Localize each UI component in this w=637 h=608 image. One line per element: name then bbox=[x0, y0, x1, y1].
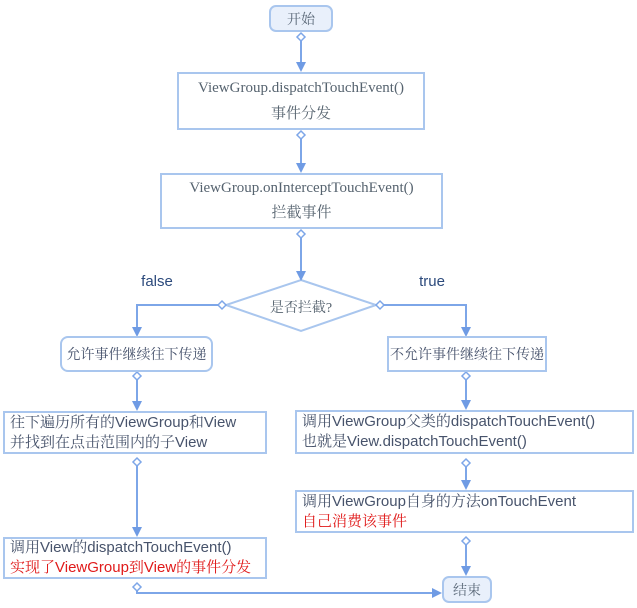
joint-intercept-bottom bbox=[297, 230, 305, 238]
connector-viewdispatch-to-end bbox=[137, 587, 433, 593]
arrowhead-into-decision bbox=[296, 271, 306, 281]
allow-pass-down-label: 允许事件继续往下传递 bbox=[66, 348, 207, 363]
ontouch-consume-red-text: 自己消费该事件 bbox=[302, 512, 408, 530]
joint-traverse-bottom bbox=[133, 458, 141, 466]
parent-dispatch-node bbox=[295, 410, 634, 454]
joint-decision-right bbox=[376, 301, 384, 309]
end-label: 结束 bbox=[453, 583, 481, 599]
joint-parent-bottom bbox=[462, 459, 470, 467]
intercept-code-text: ViewGroup.onInterceptTouchEvent() bbox=[189, 180, 414, 196]
decision-label: 是否拦截? bbox=[269, 301, 333, 316]
end-node bbox=[442, 576, 492, 603]
connector-decision-to-allow bbox=[137, 305, 218, 328]
joint-start-bottom bbox=[297, 33, 305, 41]
joint-viewdispatch-bottom bbox=[133, 583, 141, 591]
parent-dispatch-line2: 也就是View.dispatchTouchEvent() bbox=[302, 433, 527, 450]
ontouch-consume-node bbox=[295, 490, 634, 533]
joint-disallow-bottom bbox=[462, 372, 470, 380]
arrowhead-into-end-left bbox=[432, 588, 442, 598]
traverse-views-node bbox=[3, 411, 267, 454]
joint-allow-bottom bbox=[133, 372, 141, 380]
traverse-line2: 并找到在点击范围内的子View bbox=[10, 433, 208, 451]
arrowhead-into-end-top bbox=[461, 566, 471, 576]
arrowhead-into-viewdispatch bbox=[132, 527, 142, 537]
disallow-pass-down-label: 不允许事件继续往下传递 bbox=[390, 348, 544, 363]
joint-decision-left bbox=[218, 301, 226, 309]
arrowhead-into-intercept bbox=[296, 163, 306, 173]
start-label: 开始 bbox=[287, 12, 315, 28]
intercept-touch-event-node bbox=[160, 173, 443, 229]
connector-decision-to-disallow bbox=[384, 305, 466, 328]
allow-pass-down-node bbox=[60, 336, 213, 372]
joint-ontouch-bottom bbox=[462, 537, 470, 545]
arrowhead-into-traverse bbox=[132, 401, 142, 411]
view-dispatch-line1: 调用View的dispatchTouchEvent() bbox=[10, 539, 232, 556]
arrowhead-into-dispatch bbox=[296, 62, 306, 72]
edge-label-true: true bbox=[419, 273, 445, 290]
arrowhead-into-parent bbox=[461, 400, 471, 410]
start-node bbox=[269, 5, 333, 32]
edge-label-false: false bbox=[141, 273, 173, 290]
view-dispatch-red-text: 实现了ViewGroup到View的事件分发 bbox=[10, 559, 252, 576]
dispatch-code-text: ViewGroup.dispatchTouchEvent() bbox=[198, 79, 404, 96]
ontouch-line1: 调用ViewGroup自身的方法onTouchEvent bbox=[302, 492, 576, 510]
dispatch-caption-text: 事件分发 bbox=[270, 105, 331, 122]
parent-dispatch-line1: 调用ViewGroup父类的dispatchTouchEvent() bbox=[302, 413, 596, 430]
intercept-caption-text: 拦截事件 bbox=[271, 205, 332, 221]
joint-dispatch-bottom bbox=[297, 131, 305, 139]
arrowhead-into-ontouch bbox=[461, 480, 471, 490]
traverse-line1: 往下遍历所有的ViewGroup和View bbox=[10, 413, 237, 431]
disallow-pass-down-node bbox=[387, 336, 547, 372]
view-dispatch-node bbox=[3, 537, 267, 579]
dispatch-touch-event-node bbox=[177, 72, 425, 130]
